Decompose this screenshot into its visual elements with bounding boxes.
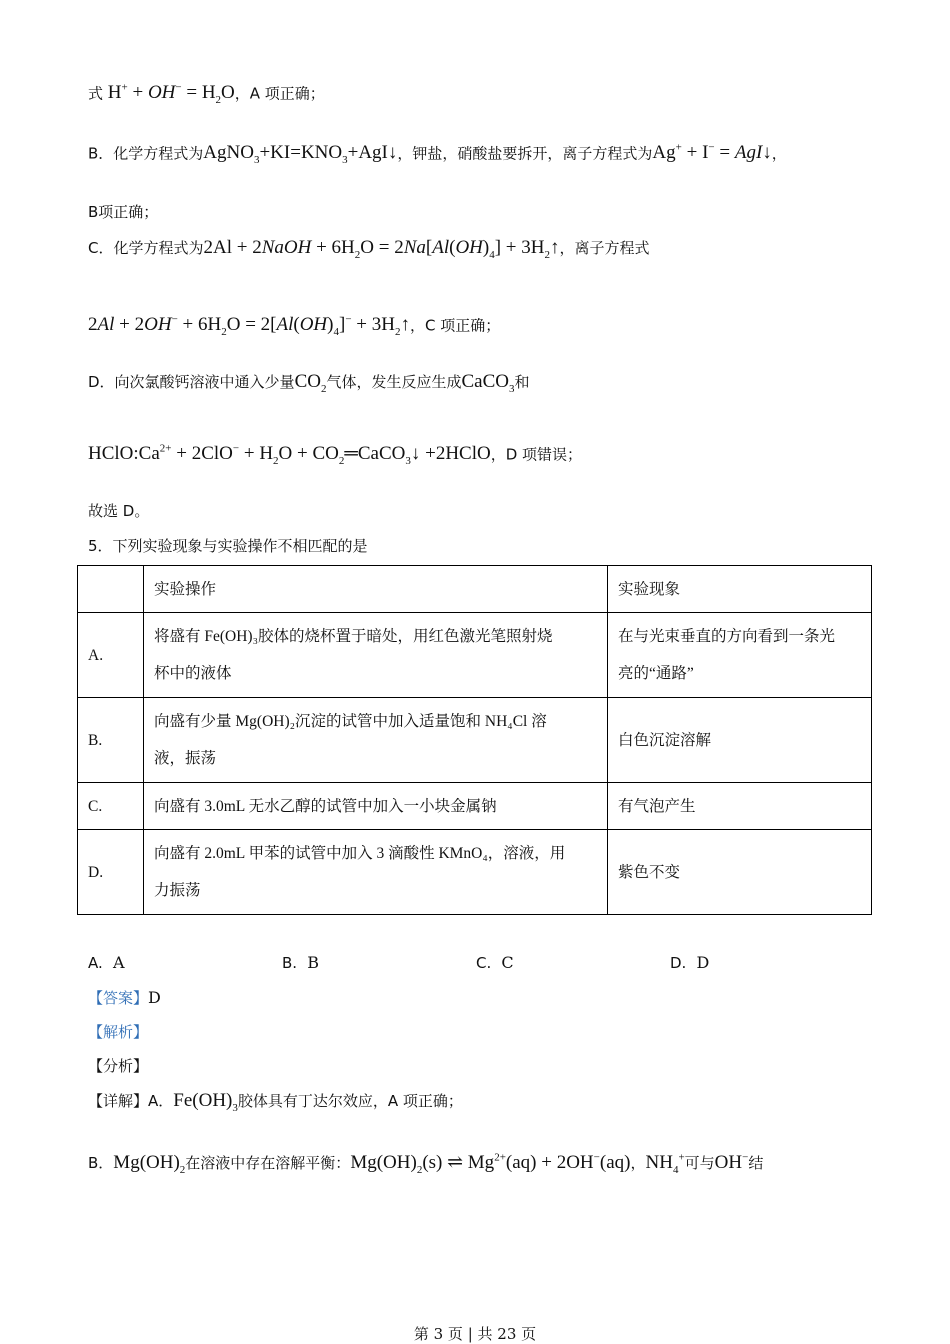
formula-caco3: CaCO$_3$: [461, 371, 515, 395]
cell-line: 杯中的液体: [154, 665, 232, 682]
option-value: B: [307, 953, 319, 972]
option-label: A.: [88, 954, 103, 972]
line-4: [88, 237, 950, 261]
detail-tag: 【详解】: [88, 1092, 149, 1110]
row-label: A.: [78, 613, 144, 698]
detail-b-line: [88, 1151, 950, 1176]
text-segment: ，钾盐，硝酸盐要拆开，离子方程式为: [397, 144, 653, 163]
table-row: [78, 830, 872, 915]
text-segment: ，A 项正确；: [234, 84, 325, 103]
fenxi-tag: 【分析】: [88, 1057, 149, 1075]
row-label: B.: [78, 698, 144, 783]
page-footer: 第 3 页 | 共 23 页: [413, 1325, 537, 1343]
header-cell: [78, 566, 144, 613]
row-label: D.: [78, 830, 144, 915]
cell-line: 亮的“通路”: [618, 665, 694, 682]
line-7: [88, 443, 950, 467]
answer-value: D: [148, 988, 161, 1007]
line-6: [88, 371, 950, 395]
operation-cell: [144, 613, 608, 698]
detail-a-line: [88, 1090, 950, 1114]
cell-line: 向盛有 2.0mL 甲苯的试管中加入 3 滴酸性 KMnO₄，溶液，用: [154, 845, 566, 862]
analysis-tag: 【解析】: [88, 1023, 149, 1041]
option-label: D.: [670, 954, 687, 972]
text-segment: D．向次氯酸钙溶液中通入少量: [88, 373, 295, 391]
text-segment: 可与: [684, 1154, 715, 1172]
row-label: C.: [78, 783, 144, 830]
text-segment: B．: [88, 1154, 114, 1172]
answer-line: [88, 987, 950, 1008]
question-stem: 5．下列实验现象与实验操作不相匹配的是: [88, 537, 368, 555]
formula-feoh3: $Fe(OH)_3$: [173, 1090, 238, 1114]
phenomenon-cell: [608, 613, 872, 698]
text-segment: ，离子方程式: [559, 239, 650, 257]
equation-mgoh2-equilibrium: $Mg(OH)_2(s)$ ⇌ $Mg^{2+}(aq) + 2OH^-(aq)$: [350, 1151, 631, 1176]
equation-al-ionic: $2Al + 2OH^- + 6H_2O = 2[Al(OH)_4]^-$ + $3H_2↑$: [88, 314, 410, 339]
line-2: [88, 142, 950, 166]
answer-tag: 【答案】: [88, 989, 149, 1007]
experiment-table: [77, 565, 872, 915]
table-header-row: [78, 566, 872, 613]
formula-co2: $CO_2$: [294, 371, 327, 395]
phenomenon-cell: 有气泡产生: [608, 783, 872, 830]
option-value: D: [696, 953, 710, 972]
option-a: [88, 953, 125, 972]
phenomenon-cell: 白色沉淀溶解: [608, 698, 872, 783]
equation-ag-i: Ag+ + I− = AgI↓: [652, 142, 772, 164]
formula-oh: OH−: [714, 1151, 749, 1173]
cell-line: 液，振荡: [154, 750, 217, 767]
text-segment: ，D 项错误；: [490, 445, 583, 464]
option-label: B.: [282, 954, 298, 972]
phenomenon-cell: 紫色不变: [608, 830, 872, 915]
option-b: [282, 953, 319, 972]
table-row: [78, 698, 872, 783]
header-cell: 实验操作: [144, 566, 608, 613]
operation-cell: 向盛有 3.0mL 无水乙醇的试管中加入一小块金属钠: [144, 783, 608, 830]
text-segment: ，: [771, 144, 787, 163]
text-segment: 气体，发生反应生成: [326, 373, 462, 391]
line-8: 故选 D。: [88, 502, 150, 520]
cell-line: 将盛有 Fe(OH)₃胶体的烧杯置于暗处，用红色激光笔照射烧: [154, 628, 553, 645]
text-segment: 在溶液中存在溶解平衡：: [185, 1154, 351, 1172]
operation-cell: [144, 830, 608, 915]
header-cell: 实验现象: [608, 566, 872, 613]
option-value: C: [501, 953, 514, 972]
cell-line: 在与光束垂直的方向看到一条光: [618, 628, 836, 645]
text-segment: 式: [88, 84, 104, 103]
option-label: C.: [476, 954, 492, 972]
formula-nh4: $NH_4^+$: [645, 1151, 685, 1176]
option-value: A: [112, 953, 125, 972]
table-row: [78, 613, 872, 698]
option-c: [476, 953, 514, 972]
formula-mgoh2: $Mg(OH)_2$: [113, 1152, 186, 1176]
text-segment: ，: [630, 1154, 646, 1172]
text-segment: A．: [148, 1092, 174, 1110]
line-1: [88, 82, 950, 106]
table-row: [78, 783, 872, 830]
equation-agno3-ki: $AgNO_3+KI=KNO_3+AgI↓$: [203, 142, 398, 167]
text-segment: 和: [514, 373, 530, 391]
text-segment: 胶体具有丁达尔效应，A 项正确；: [237, 1092, 463, 1110]
line-3: B项正确；: [88, 203, 159, 221]
operation-cell: [144, 698, 608, 783]
equation-hclo: $HClO:Ca^{2+} + 2ClO^- + H_2O$ + $CO_2═CaCO_3↓$ +2HClO: [88, 443, 491, 468]
text-segment: 结: [748, 1154, 764, 1172]
option-d: [670, 953, 709, 972]
text-segment: B．化学方程式为: [88, 144, 204, 163]
text-segment: ，C 项正确；: [409, 316, 501, 335]
text-segment: C．化学方程式为: [88, 239, 204, 257]
equation-al-naoh: 2Al + 2NaOH + $6H_2O = 2Na[Al(OH)_4]$ + $3H_2↑$: [203, 237, 560, 261]
cell-line: 力振荡: [154, 882, 201, 899]
line-5: [88, 314, 950, 338]
cell-line: 向盛有少量 Mg(OH)₂沉淀的试管中加入适量饱和 NH₄Cl 溶: [154, 713, 547, 730]
equation-neutralization: $H^+ + OH^- = H_2O$: [103, 82, 235, 107]
